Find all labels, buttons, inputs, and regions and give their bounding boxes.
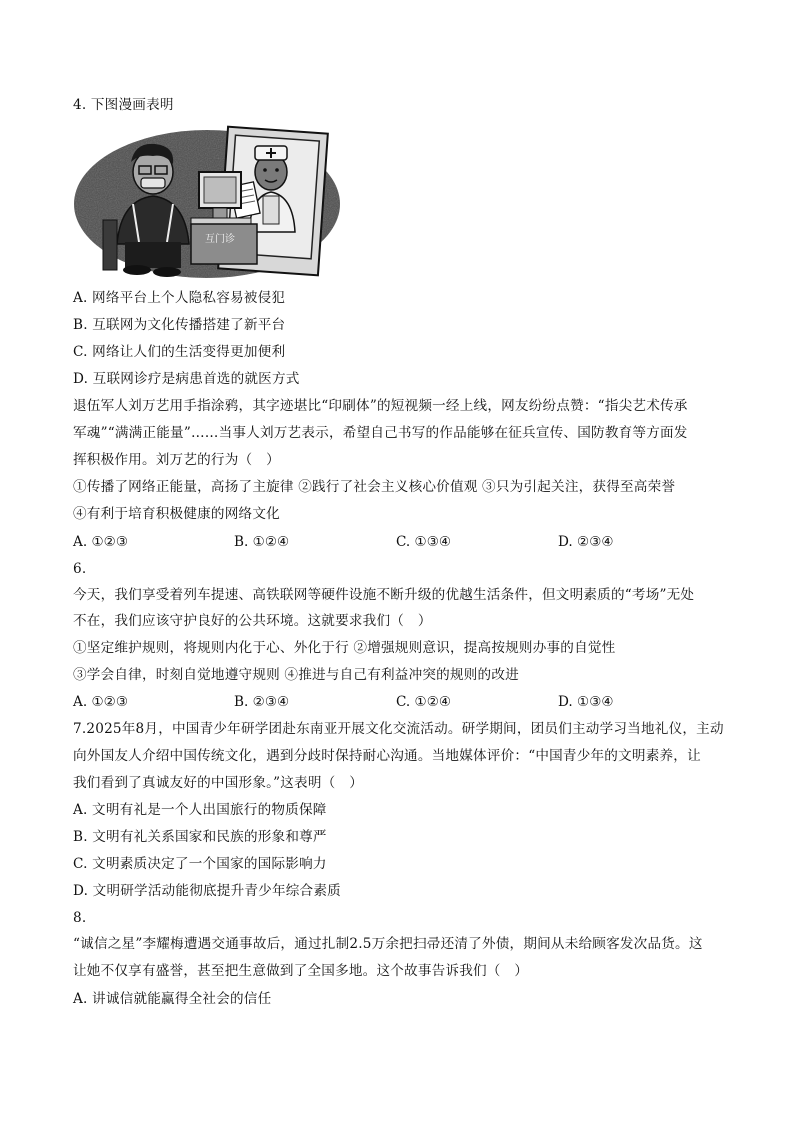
- q6-stem-line-2: 不在，我们应该守护良好的公共环境。这就要求我们（ ）: [73, 613, 432, 629]
- q6-stem-line-1: 今天，我们享受着列车提速、高铁联网等硬件设施不断升级的优越生活条件，但文明素质的“考场”无处: [73, 587, 695, 603]
- q5-stem-line-1: 退伍军人刘万艺用手指涂鸦，其字迹堪比“印刷体”的短视频一经上线，网友纷纷点赞：“指尖艺术传承: [73, 398, 688, 414]
- q4-option-a: A. 网络平台上个人隐私容易被侵犯: [73, 290, 286, 306]
- q5-statements-1: ①传播了网络正能量，高扬了主旋律 ②践行了社会主义核心价值观 ③只为引起关注，获得至高荣誉: [73, 479, 676, 495]
- q4-option-b: B. 互联网为文化传播搭建了新平台: [73, 317, 286, 333]
- q7-option-d: D. 文明研学活动能彻底提升青少年综合素质: [73, 883, 341, 899]
- q7-stem-line-2: 向外国友人介绍中国传统文化，遇到分歧时保持耐心沟通。当地媒体评价：“中国青少年的文明素养，让: [73, 748, 701, 764]
- q7-stem-line-3: 我们看到了真诚友好的中国形象。”这表明（ ）: [73, 775, 364, 791]
- q8-option-a: A. 讲诚信就能赢得全社会的信任: [73, 991, 272, 1007]
- q6-choice-a: A. ①②③: [73, 694, 129, 710]
- q8-number: 8.: [73, 910, 87, 926]
- q4-option-c: C. 网络让人们的生活变得更加便利: [73, 344, 286, 360]
- q7-stem-line-1: 7.2025年8月，中国青少年研学团赴东南亚开展文化交流活动。研学期间，团员们主动学习当地礼仪，主动: [73, 721, 724, 737]
- q8-stem-line-2: 让她不仅享有盛誉，甚至把生意做到了全国多地。这个故事告诉我们（ ）: [73, 963, 529, 979]
- q5-choice-a: A. ①②③: [73, 534, 129, 550]
- q5-stem-line-2: 军魂”“满满正能量”……当事人刘万艺表示，希望自己书写的作品能够在征兵宣传、国防教育等方面发: [73, 425, 688, 441]
- q6-statements-2: ③学会自律，时刻自觉地遵守规则 ④推进与自己有利益冲突的规则的改进: [73, 667, 519, 683]
- q6-choice-d: D. ①③④: [558, 694, 614, 710]
- q5-choice-d: D. ②③④: [558, 534, 614, 550]
- q6-statements-1: ①坚定维护规则，将规则内化于心、外化于行 ②增强规则意识，提高按规则办事的自觉性: [73, 640, 616, 656]
- q6-choice-b: B. ②③④: [234, 694, 290, 710]
- q7-option-b: B. 文明有礼关系国家和民族的形象和尊严: [73, 829, 327, 845]
- q7-option-c: C. 文明素质决定了一个国家的国际影响力: [73, 856, 327, 872]
- q7-option-a: A. 文明有礼是一个人出国旅行的物质保障: [73, 802, 327, 818]
- q4-option-d: D. 互联网诊疗是病患首选的就医方式: [73, 371, 300, 387]
- comic-illustration: [73, 124, 341, 280]
- q8-stem-line-1: “诚信之星”李耀梅遭遇交通事故后，通过扎制2.5万余把扫帚还清了外债，期间从未给顾客发次品货。这: [73, 936, 703, 952]
- q6-choice-c: C. ①②④: [396, 694, 452, 710]
- q5-statements-2: ④有利于培育积极健康的网络文化: [73, 506, 280, 522]
- q5-stem-line-3: 挥积极作用。刘万艺的行为（ ）: [73, 452, 280, 468]
- comic-drawing: [73, 124, 341, 280]
- q5-choice-c: C. ①③④: [396, 534, 452, 550]
- desk-sign: 互门诊: [205, 234, 235, 245]
- q5-choice-b: B. ①②④: [234, 534, 290, 550]
- q4-stem: 4. 下图漫画表明: [73, 97, 174, 113]
- q6-number: 6.: [73, 561, 87, 577]
